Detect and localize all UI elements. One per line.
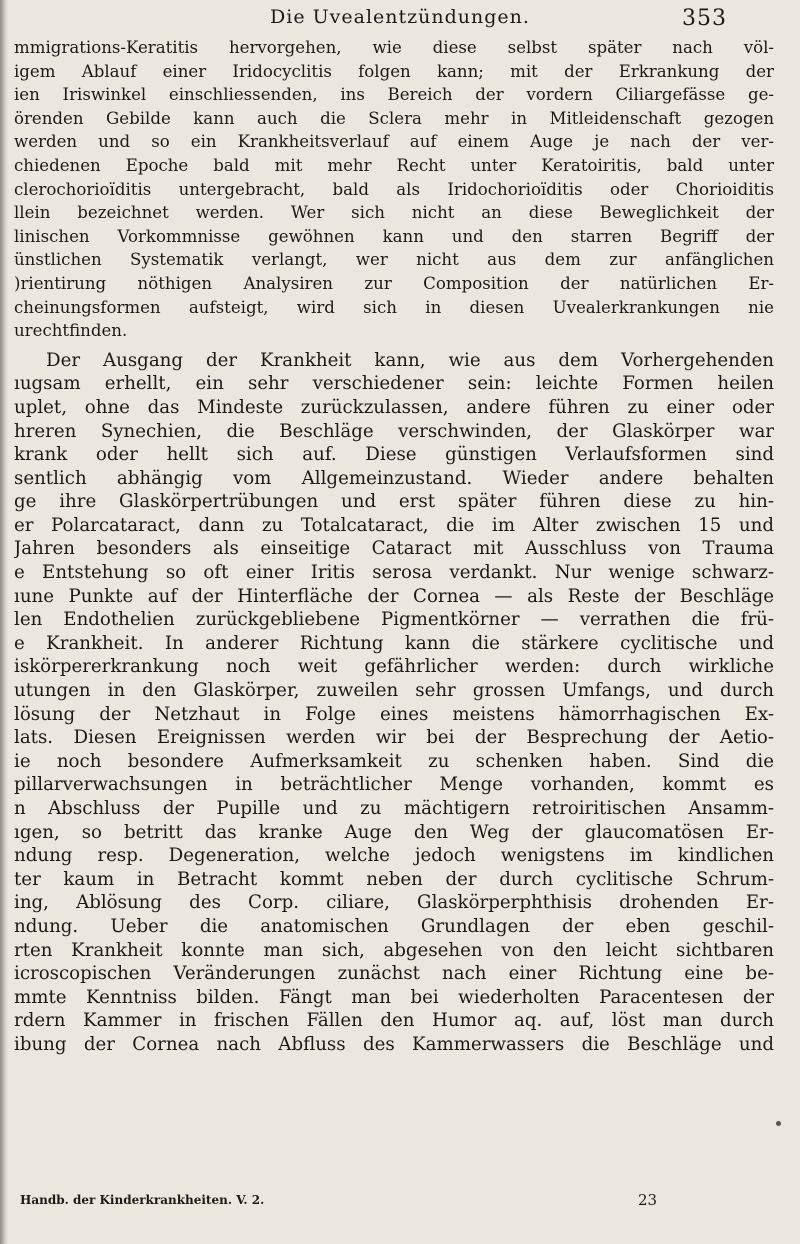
text-line: urechtfinden.	[14, 321, 128, 341]
page-number: 353	[682, 6, 727, 31]
paragraph	[14, 36, 774, 343]
text-line: ıugsam erhellt, ein sehr verschiedener sein: leichte Formen heilen	[14, 373, 774, 395]
text-line: clerochorioïditis untergebracht, bald als Iridochorioïditis oder Chorioiditis	[14, 179, 774, 199]
page-edge-shadow	[0, 0, 8, 1244]
text-line: icroscopischen Veränderungen zunächst nach einer Richtung eine be-	[14, 963, 774, 985]
text-line: ien Iriswinkel einschliessenden, ins Bereich der vordern Ciliargefässe ge-	[14, 85, 774, 105]
text-line: krank oder hellt sich auf. Diese günstigen Verlaufsformen sind	[14, 444, 774, 466]
page-footer	[14, 1191, 774, 1213]
running-title: Die Uvealentzündungen.	[270, 6, 530, 28]
text-line: mmte Kenntniss bilden. Fängt man bei wiederholten Paracentesen der	[14, 986, 774, 1008]
text-line: uplet, ohne das Mindeste zurückzulassen, andere führen zu einer oder	[14, 396, 774, 418]
signature-mark: 23	[638, 1191, 658, 1209]
text-line: igem Ablauf einer Iridocyclitis folgen kann; mit der Erkrankung der	[14, 61, 774, 81]
text-line: utungen in den Glaskörper, zuweilen sehr grossen Umfangs, und durch	[14, 680, 774, 702]
text-line: ing, Ablösung des Corp. ciliare, Glaskörperphthisis drohenden Er-	[14, 892, 774, 914]
text-line: cheinungsformen aufsteigt, wird sich in diesen Uvealerkrankungen nie	[14, 297, 774, 317]
text-line: ıune Punkte auf der Hinterfläche der Cornea — als Reste der Beschläge	[14, 585, 774, 607]
text-line: hreren Synechien, die Beschläge verschwinden, der Glaskörper war	[14, 420, 774, 442]
text-line: werden und so ein Krankheitsverlauf auf einem Auge je nach der ver-	[14, 132, 774, 152]
text-line: Der Ausgang der Krankheit kann, wie aus dem Vorhergehenden	[46, 349, 774, 371]
text-line: mmigrations-Keratitis hervorgehen, wie diese selbst später nach völ-	[14, 38, 774, 57]
text-line: sentlich abhängig vom Allgemeinzustand. Wieder andere behalten	[14, 467, 774, 489]
text-line: lats. Diesen Ereignissen werden wir bei der Besprechung der Aetio-	[14, 727, 774, 749]
text-line: rten Krankheit konnte man sich, abgesehen von den leicht sichtbaren	[14, 939, 774, 961]
text-line: linischen Vorkommnisse gewöhnen kann und den starren Begriff der	[14, 226, 774, 246]
text-line: chiedenen Epoche bald mit mehr Recht unter Keratoiritis, bald unter	[14, 155, 774, 175]
text-line: pillarverwachsungen in beträchtlicher Menge vorhanden, kommt es	[14, 774, 774, 796]
text-line: ie noch besondere Aufmerksamkeit zu schenken haben. Sind die	[14, 750, 774, 772]
text-line: Jahren besonders als einseitige Cataract mit Ausschluss von Trauma	[14, 538, 774, 560]
text-line: ıgen, so betritt das kranke Auge den Weg der glaucomatösen Er-	[14, 821, 774, 843]
text-line: )rientirung nöthigen Analysiren zur Composition der natürlichen Er-	[14, 273, 774, 293]
text-line: örenden Gebilde kann auch die Sclera mehr in Mitleidenschaft gezogen	[14, 108, 774, 128]
text-line: llein bezeichnet werden. Wer sich nicht an diese Beweglichkeit der	[14, 203, 774, 223]
text-line: ndung resp. Degeneration, welche jedoch wenigstens im kindlichen	[14, 845, 774, 867]
text-line: iskörpererkrankung noch weit gefährlicher werden: durch wirkliche	[14, 656, 774, 678]
text-line: ndung. Ueber die anatomischen Grundlagen der eben geschil-	[14, 915, 774, 937]
running-head	[0, 0, 800, 40]
text-line: ter kaum in Betracht kommt neben der durch cyclitische Schrum-	[14, 868, 774, 890]
signature-line: Handb. der Kinderkrankheiten. V. 2.	[20, 1193, 265, 1207]
text-line: lösung der Netzhaut in Folge eines meistens hämorrhagischen Ex-	[14, 703, 774, 725]
text-line: ünstlichen Systematik verlangt, wer nicht aus dem zur anfänglichen	[14, 250, 774, 270]
text-line: len Endothelien zurückgebliebene Pigmentkörner — verrathen die frü-	[14, 609, 774, 631]
paragraph	[14, 349, 774, 1057]
text-line: e Entstehung so oft einer Iritis serosa verdankt. Nur wenige schwarz-	[14, 562, 774, 584]
text-line: ibung der Cornea nach Abfluss des Kammerwassers die Beschläge und	[14, 1033, 774, 1055]
ink-dot	[776, 1121, 781, 1126]
text-line: rdern Kammer in frischen Fällen den Humor aq. auf, löst man durch	[14, 1010, 774, 1032]
text-line: ge ihre Glaskörpertrübungen und erst später führen diese zu hin-	[14, 491, 774, 513]
text-line: e Krankheit. In anderer Richtung kann die stärkere cyclitische und	[14, 632, 774, 654]
text-line: er Polarcataract, dann zu Totalcataract, die im Alter zwischen 15 und	[14, 514, 774, 536]
body-text	[14, 36, 774, 1057]
text-line: n Abschluss der Pupille und zu mächtigern retroiritischen Ansamm-	[14, 798, 774, 819]
